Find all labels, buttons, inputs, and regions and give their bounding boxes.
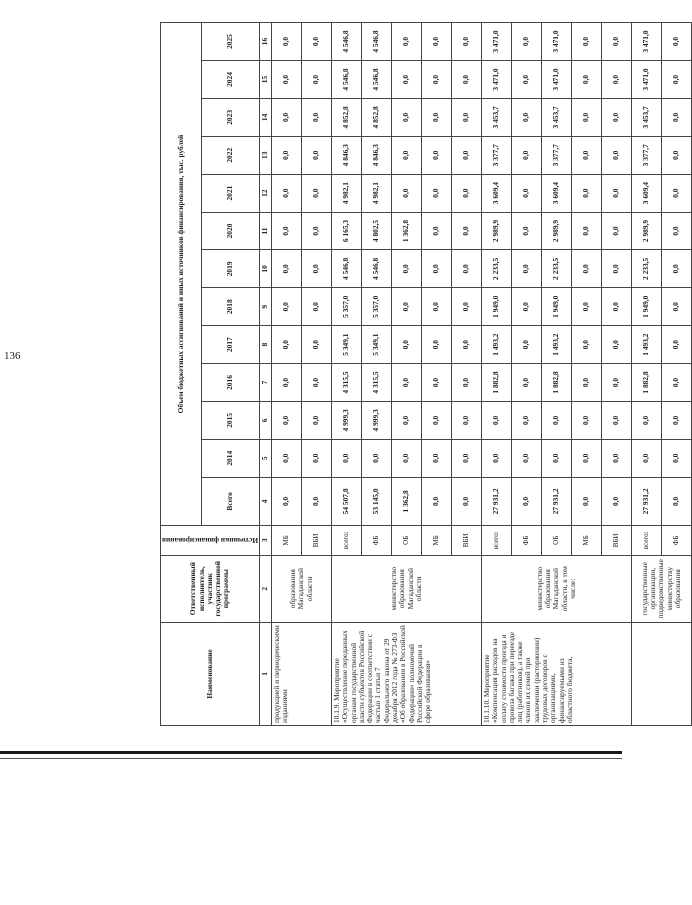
cell-source: МБ [422,526,452,555]
cell-year-value: 0,0 [572,61,602,99]
cell-year-value: 3 609,4 [632,174,662,212]
cell-year-value: 0,0 [302,364,332,402]
cell-year-value: 0,0 [392,23,422,61]
cell-year-value: 0,0 [272,250,302,288]
cell-year-value: 0,0 [512,439,542,477]
cell-year-value: 0,0 [422,326,452,364]
cell-year-value: 0,0 [332,439,362,477]
cell-year-value: 3 453,7 [542,98,572,136]
cell-year-value: 0,0 [572,174,602,212]
cell-year-value: 0,0 [392,364,422,402]
cell-year-value: 0,0 [452,288,482,326]
cell-year-value: 2 233,5 [632,250,662,288]
cell-year-value: 0,0 [272,439,302,477]
cell-year-value: 0,0 [572,136,602,174]
cell-year-value: 0,0 [512,212,542,250]
cell-year-value: 0,0 [392,136,422,174]
cell-total: 27 931,2 [632,477,662,525]
cell-year-value: 1 882,8 [542,364,572,402]
cell-year-value: 4 852,8 [362,98,392,136]
cell-year-value: 3 609,4 [542,174,572,212]
cell-total: 27 931,2 [482,477,512,525]
cell-source: ФБ [512,526,542,555]
cell-year-value: 0,0 [272,326,302,364]
cell-year-value: 1 493,2 [482,326,512,364]
header-year: 2023 [201,98,260,136]
cell-year-value: 0,0 [602,136,632,174]
cell-year-value: 0,0 [392,61,422,99]
header-name: Наименование [161,622,260,725]
column-number: 2 [260,555,272,622]
cell-year-value: 0,0 [662,288,692,326]
rotated-table-wrapper [160,22,682,726]
cell-year-value: 0,0 [302,23,332,61]
cell-year-value: 0,0 [602,326,632,364]
cell-year-value: 0,0 [392,250,422,288]
column-number: 16 [260,23,272,61]
cell-year-value: 0,0 [452,174,482,212]
column-number: 1 [260,622,272,725]
cell-year-value: 2 989,9 [632,212,662,250]
cell-year-value: 0,0 [272,288,302,326]
cell-executor: государственные организации, подведомственные министерству образования [632,555,692,622]
cell-year-value: 0,0 [662,136,692,174]
column-number: 14 [260,98,272,136]
column-number: 4 [260,477,272,525]
cell-source: ВБИ [452,526,482,555]
cell-year-value: 0,0 [482,401,512,439]
cell-year-value: 5 349,1 [332,326,362,364]
cell-year-value: 3 471,0 [542,61,572,99]
column-number: 12 [260,174,272,212]
column-number: 5 [260,439,272,477]
cell-year-value: 0,0 [302,136,332,174]
cell-year-value: 2 233,5 [542,250,572,288]
header-year: 2020 [201,212,260,250]
cell-year-value: 0,0 [392,401,422,439]
cell-total: 0,0 [662,477,692,525]
column-number-row [260,23,272,726]
cell-source: ФБ [362,526,392,555]
cell-year-value: 4 982,1 [362,174,392,212]
cell-year-value: 0,0 [572,364,602,402]
header-year: 2025 [201,23,260,61]
cell-year-value: 0,0 [302,61,332,99]
cell-year-value: 3 609,4 [482,174,512,212]
cell-year-value: 0,0 [452,364,482,402]
cell-total: 27 931,2 [542,477,572,525]
column-number: 10 [260,250,272,288]
cell-year-value: 0,0 [512,174,542,212]
cell-year-value: 3 377,7 [482,136,512,174]
cell-year-value: 0,0 [422,61,452,99]
cell-year-value: 0,0 [572,250,602,288]
cell-year-value: 0,0 [512,288,542,326]
cell-year-value: 0,0 [452,401,482,439]
cell-year-value: 0,0 [662,61,692,99]
cell-total: 54 507,8 [332,477,362,525]
cell-year-value: 5 349,1 [362,326,392,364]
cell-year-value: 0,0 [602,364,632,402]
cell-year-value: 0,0 [572,288,602,326]
page-number: 136 [4,350,21,362]
cell-year-value: 0,0 [662,23,692,61]
cell-year-value: 0,0 [422,174,452,212]
cell-year-value: 0,0 [602,439,632,477]
cell-year-value: 1 362,8 [392,212,422,250]
column-number: 15 [260,61,272,99]
cell-source: всего: [482,526,512,555]
cell-year-value: 0,0 [602,250,632,288]
cell-year-value: 0,0 [602,288,632,326]
cell-year-value: 2 989,9 [482,212,512,250]
cell-year-value: 0,0 [302,401,332,439]
cell-year-value: 3 377,7 [632,136,662,174]
cell-total: 0,0 [572,477,602,525]
cell-year-value: 0,0 [302,174,332,212]
cell-year-value: 0,0 [572,439,602,477]
cell-source: ВБИ [302,526,332,555]
header-volume: Объем бюджетных ассигнований и иных источников финансирования, тыс. рублей [161,23,202,526]
cell-source: МБ [272,526,302,555]
cell-year-value: 4 999,3 [362,401,392,439]
cell-name: 10.1.9. Мероприятие «Осуществление переданных органам государственной власти субъектов Российской Федерации в соответствии с частью 1 статьи 7 Федерального закона от 29 декабря 2012 года № 273-ФЗ «Об образовании в Российской Федерации» полномочий Российской Федерации в сфере образования» [332,622,482,725]
header-executor: Ответственный исполнитель, участник государственной программы [161,555,260,622]
cell-year-value: 0,0 [272,136,302,174]
cell-executor: министерство образования Магаданской области, в том числе: [482,555,632,622]
cell-year-value: 0,0 [482,439,512,477]
cell-year-value: 0,0 [512,401,542,439]
cell-year-value: 2 989,9 [542,212,572,250]
header-year: 2017 [201,326,260,364]
header-year: 2021 [201,174,260,212]
cell-source: ОБ [542,526,572,555]
cell-year-value: 0,0 [272,98,302,136]
cell-source: всего: [332,526,362,555]
cell-year-value: 1 949,0 [482,288,512,326]
cell-year-value: 3 453,7 [482,98,512,136]
cell-executor: министерство образования Магаданской области [332,555,482,622]
cell-year-value: 0,0 [512,23,542,61]
cell-source: всего: [632,526,662,555]
cell-year-value: 0,0 [272,401,302,439]
cell-year-value: 0,0 [512,136,542,174]
cell-total: 0,0 [512,477,542,525]
cell-year-value: 0,0 [302,326,332,364]
cell-year-value: 0,0 [662,250,692,288]
cell-year-value: 0,0 [422,23,452,61]
column-number: 9 [260,288,272,326]
cell-year-value: 0,0 [662,326,692,364]
cell-year-value: 0,0 [452,61,482,99]
cell-year-value: 5 357,0 [362,288,392,326]
cell-year-value: 0,0 [512,364,542,402]
cell-year-value: 0,0 [392,98,422,136]
cell-year-value: 0,0 [422,212,452,250]
cell-year-value: 3 471,0 [482,61,512,99]
cell-year-value: 0,0 [302,98,332,136]
table-row [332,23,362,726]
cell-year-value: 1 882,8 [632,364,662,402]
cell-year-value: 0,0 [572,23,602,61]
cell-year-value: 0,0 [602,212,632,250]
table-row [272,23,302,726]
cell-year-value: 0,0 [512,250,542,288]
cell-total: 0,0 [422,477,452,525]
cell-year-value: 0,0 [422,288,452,326]
cell-year-value: 0,0 [572,212,602,250]
cell-year-value: 0,0 [452,439,482,477]
cell-year-value: 0,0 [452,23,482,61]
cell-year-value: 0,0 [632,401,662,439]
cell-year-value: 4 982,1 [332,174,362,212]
cell-year-value: 0,0 [452,250,482,288]
cell-year-value: 0,0 [422,250,452,288]
header-source-label: Источники финансирования [162,536,259,546]
cell-year-value: 5 357,0 [332,288,362,326]
column-number: 6 [260,401,272,439]
cell-year-value: 4 846,3 [362,136,392,174]
cell-year-value: 4 802,5 [362,212,392,250]
cell-year-value: 0,0 [542,401,572,439]
cell-year-value: 3 453,7 [632,98,662,136]
cell-year-value: 0,0 [272,364,302,402]
column-number: 11 [260,212,272,250]
cell-year-value: 0,0 [602,174,632,212]
column-number: 13 [260,136,272,174]
cell-year-value: 4 546,8 [362,61,392,99]
cell-name [632,622,692,725]
cell-year-value: 0,0 [392,439,422,477]
cell-year-value: 4 852,8 [332,98,362,136]
table-body [272,23,692,726]
header-year: 2024 [201,61,260,99]
cell-year-value: 0,0 [662,174,692,212]
table-row [482,23,512,726]
header-total: Всего [201,477,260,525]
cell-year-value: 0,0 [542,439,572,477]
cell-year-value: 0,0 [572,326,602,364]
cell-year-value: 4 546,8 [332,250,362,288]
cell-year-value: 0,0 [422,401,452,439]
cell-year-value: 0,0 [422,136,452,174]
cell-year-value: 0,0 [272,61,302,99]
cell-year-value: 4 846,3 [332,136,362,174]
cell-year-value: 0,0 [512,61,542,99]
cell-year-value: 0,0 [512,326,542,364]
cell-year-value: 0,0 [302,212,332,250]
cell-total: 0,0 [302,477,332,525]
cell-year-value: 0,0 [272,212,302,250]
cell-year-value: 4 546,8 [362,250,392,288]
cell-year-value: 0,0 [392,326,422,364]
column-number: 3 [260,526,272,555]
cell-total: 0,0 [452,477,482,525]
cell-year-value: 4 315,5 [362,364,392,402]
cell-source: ФБ [662,526,692,555]
cell-executor: образования Магаданской области [272,555,332,622]
page-rule-thin [0,758,622,759]
table-row [632,23,662,726]
cell-year-value: 0,0 [662,98,692,136]
cell-year-value: 0,0 [302,250,332,288]
cell-year-value: 4 315,5 [332,364,362,402]
cell-source: МБ [572,526,602,555]
header-source [161,526,260,555]
cell-year-value: 0,0 [452,326,482,364]
cell-year-value: 0,0 [452,136,482,174]
cell-year-value: 0,0 [602,23,632,61]
cell-source: ВБИ [602,526,632,555]
page-rule-thick [0,751,622,754]
cell-total: 1 362,8 [392,477,422,525]
cell-year-value: 3 471,0 [632,61,662,99]
cell-year-value: 1 493,2 [632,326,662,364]
header-year: 2015 [201,401,260,439]
cell-year-value: 0,0 [602,401,632,439]
cell-year-value: 0,0 [272,174,302,212]
cell-year-value: 0,0 [662,401,692,439]
header-year: 2016 [201,364,260,402]
cell-year-value: 0,0 [422,98,452,136]
cell-year-value: 0,0 [392,288,422,326]
cell-year-value: 0,0 [422,364,452,402]
cell-year-value: 0,0 [302,439,332,477]
cell-name: продукцией и периодическими изданиями [272,622,332,725]
cell-name: 10.1.10. Мероприятие «Компенсация расходов на оплату стоимости проезда и провоза багажа при переезде лиц (работников), а также членов их семей при заключении (расторжении) трудовых договоров с организациями, финансируемыми из областного бюджета, [482,622,632,725]
cell-year-value: 1 493,2 [542,326,572,364]
cell-year-value: 3 471,0 [632,23,662,61]
header-year: 2014 [201,439,260,477]
cell-year-value: 4 546,8 [332,23,362,61]
cell-year-value: 1 949,0 [632,288,662,326]
cell-year-value: 1 949,0 [542,288,572,326]
cell-year-value: 0,0 [572,401,602,439]
header-year: 2019 [201,250,260,288]
cell-year-value: 0,0 [362,439,392,477]
cell-year-value: 0,0 [662,364,692,402]
cell-year-value: 1 882,8 [482,364,512,402]
budget-table [160,22,692,726]
cell-year-value: 4 546,8 [362,23,392,61]
cell-total: 53 145,0 [362,477,392,525]
cell-total: 0,0 [602,477,632,525]
cell-year-value: 3 377,7 [542,136,572,174]
cell-year-value: 0,0 [662,439,692,477]
header-year: 2022 [201,136,260,174]
cell-year-value: 6 165,3 [332,212,362,250]
cell-year-value: 0,0 [422,439,452,477]
cell-year-value: 2 233,5 [482,250,512,288]
cell-year-value: 0,0 [452,98,482,136]
cell-year-value: 3 471,0 [542,23,572,61]
cell-source: ОБ [392,526,422,555]
cell-year-value: 0,0 [302,288,332,326]
cell-year-value: 0,0 [632,439,662,477]
cell-total: 0,0 [272,477,302,525]
cell-year-value: 4 546,8 [332,61,362,99]
cell-year-value: 0,0 [602,61,632,99]
cell-year-value: 0,0 [602,98,632,136]
cell-year-value: 0,0 [452,212,482,250]
cell-year-value: 0,0 [572,98,602,136]
cell-year-value: 0,0 [512,98,542,136]
cell-year-value: 0,0 [272,23,302,61]
column-number: 8 [260,326,272,364]
cell-year-value: 0,0 [662,212,692,250]
column-number: 7 [260,364,272,402]
cell-year-value: 3 471,0 [482,23,512,61]
cell-year-value: 4 999,3 [332,401,362,439]
cell-year-value: 0,0 [392,174,422,212]
header-year: 2018 [201,288,260,326]
